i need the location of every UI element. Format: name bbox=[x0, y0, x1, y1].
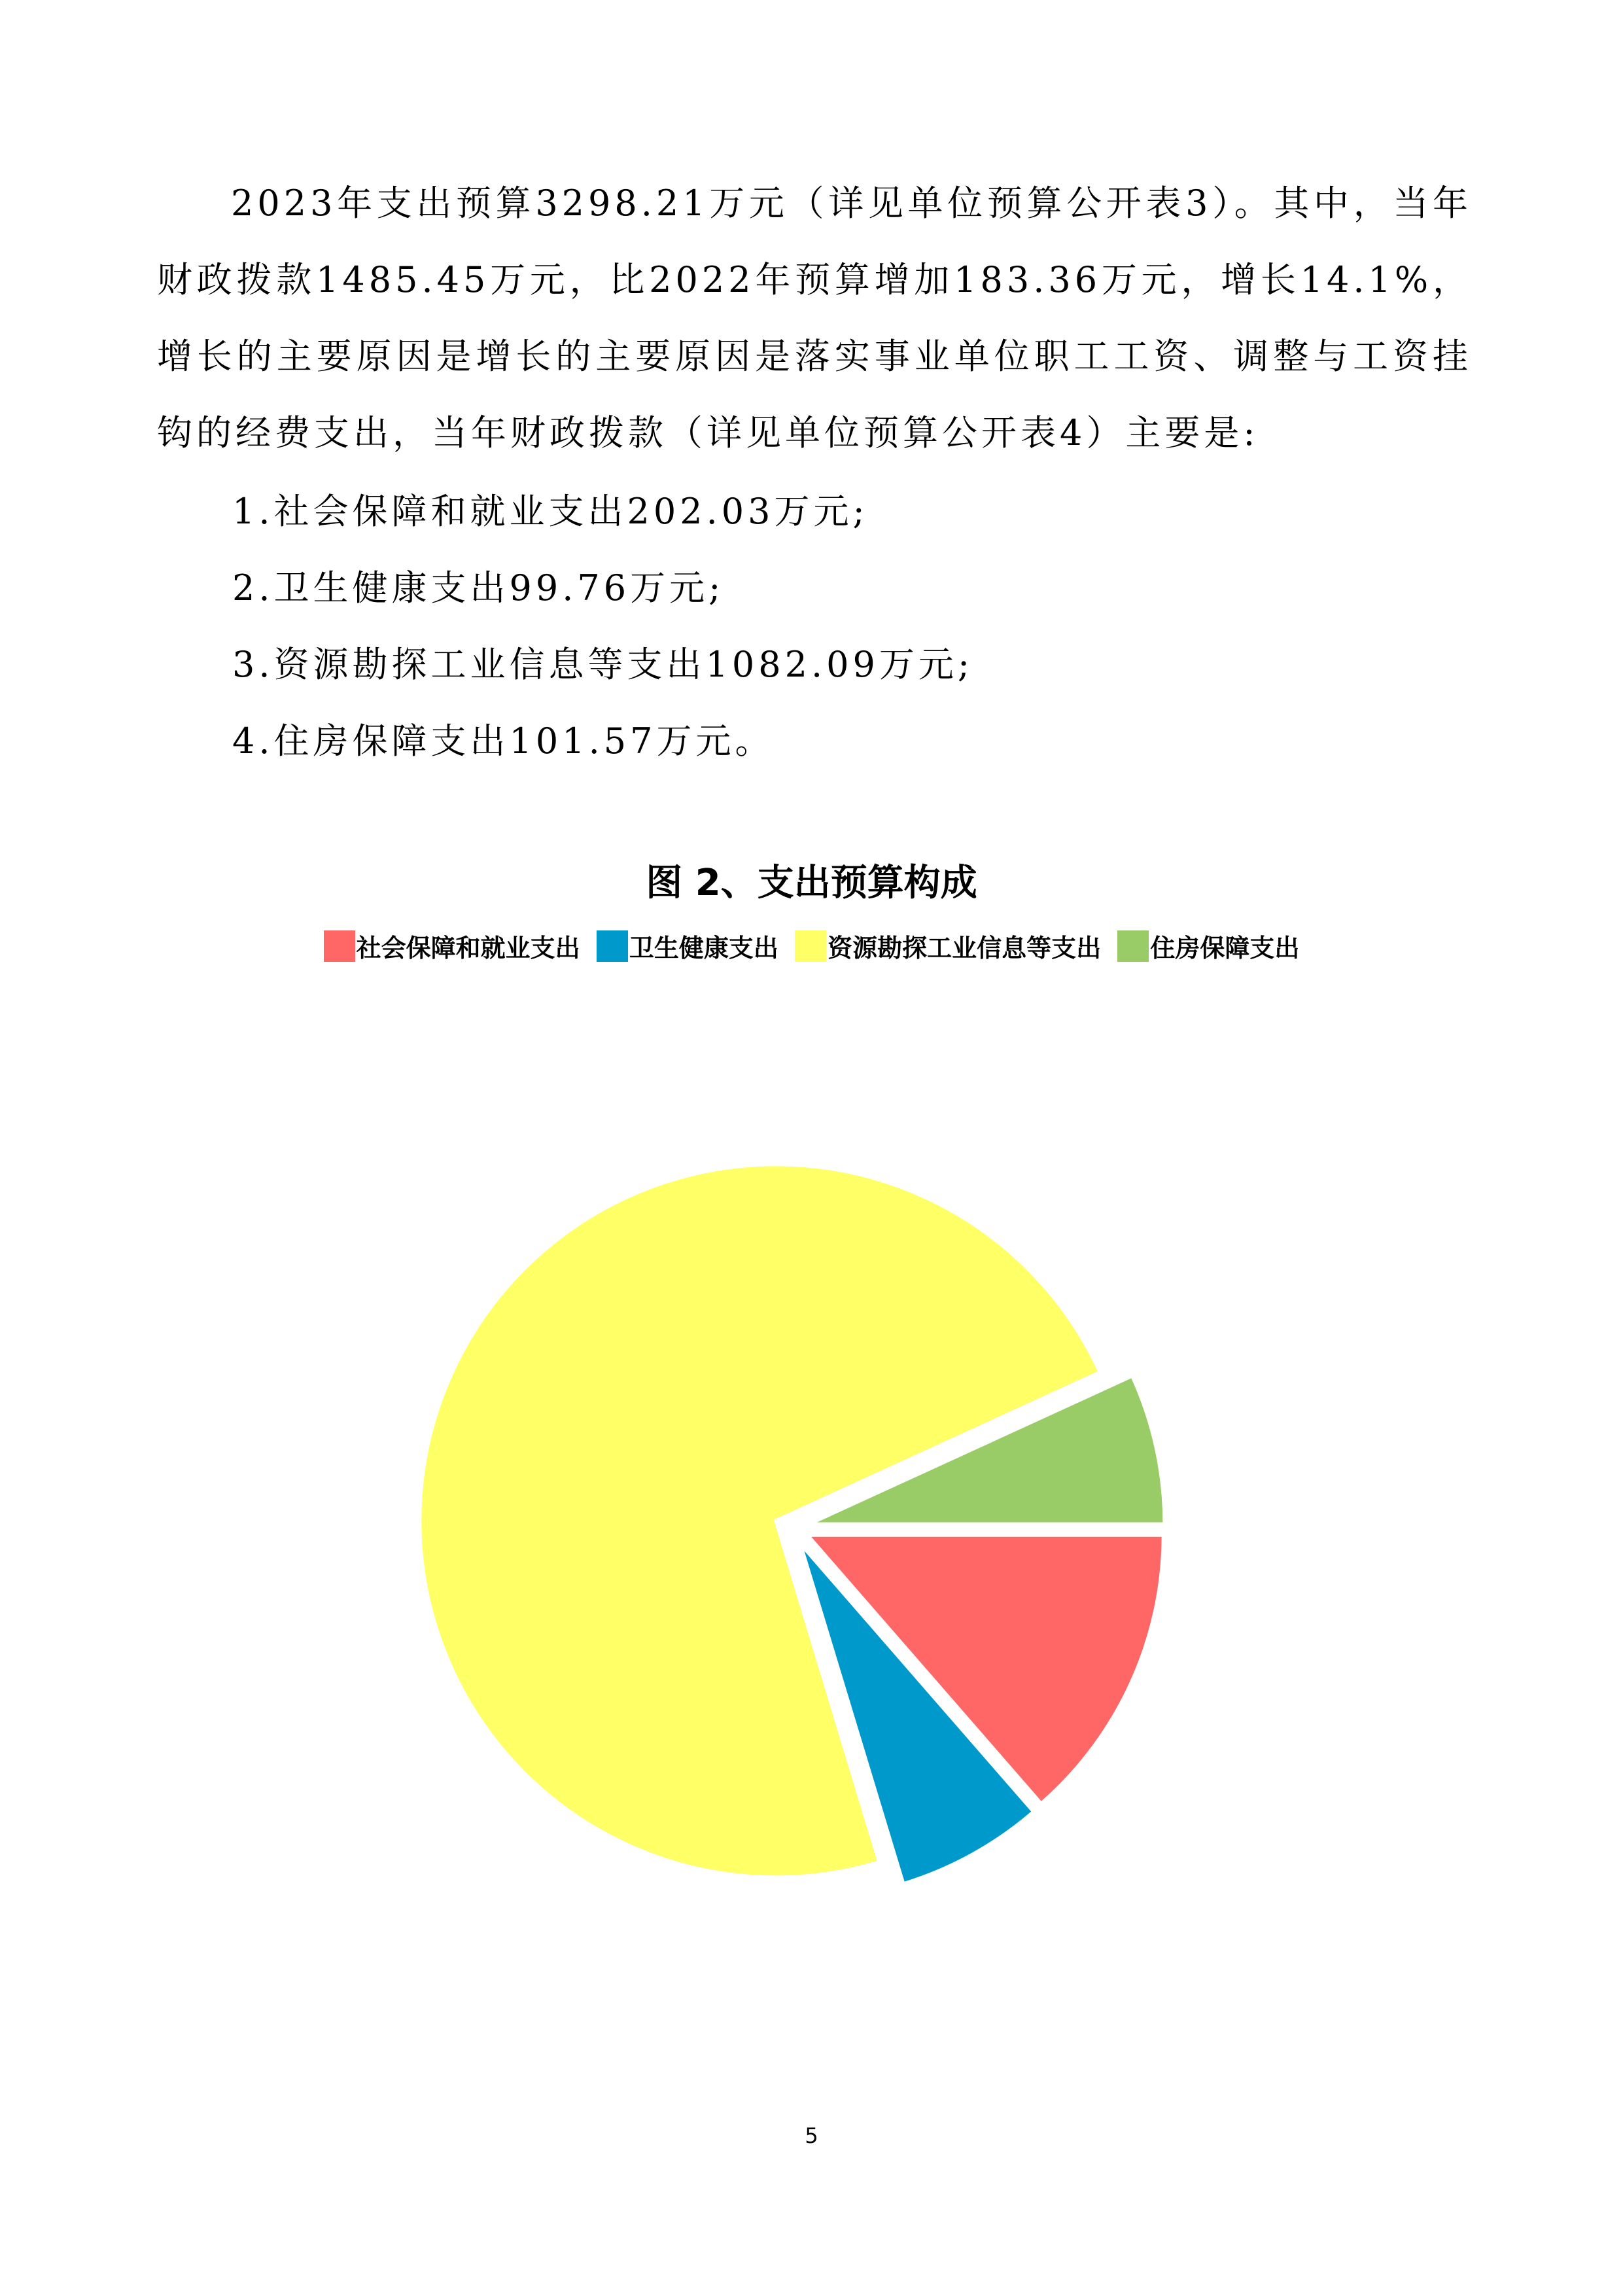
chart-title: 图 2、支出预算构成 bbox=[646, 862, 977, 904]
list-item-health: 2.卫生健康支出99.76万元; bbox=[232, 567, 725, 609]
legend-label-housing: 住房保障支出 bbox=[1150, 934, 1300, 963]
list-item-housing: 4.住房保障支出101.57万元。 bbox=[232, 720, 775, 762]
page-number: 5 bbox=[805, 2123, 818, 2148]
legend-label-resources: 资源勘探工业信息等支出 bbox=[828, 934, 1102, 963]
legend-label-social-security: 社会保障和就业支出 bbox=[356, 934, 580, 963]
legend-label-health: 卫生健康支出 bbox=[629, 934, 778, 963]
body-paragraph: 2023年支出预算3298.21万元（详见单位预算公开表3）。其中，当年财政拨款1485.45万元，比2022年预算增加183.36万元，增长14.1%，增长的主要原因是增长的主要原因是落实事业单位职工工资、调整与工资挂钩的经费支出，当年财政拨款（详见单位预算公开表4）主要是: bbox=[157, 183, 1472, 453]
list-item-social-security: 1.社会保障和就业支出202.03万元; bbox=[232, 491, 869, 532]
list-item-resources: 3.资源勘探工业信息等支出1082.09万元; bbox=[232, 644, 974, 685]
